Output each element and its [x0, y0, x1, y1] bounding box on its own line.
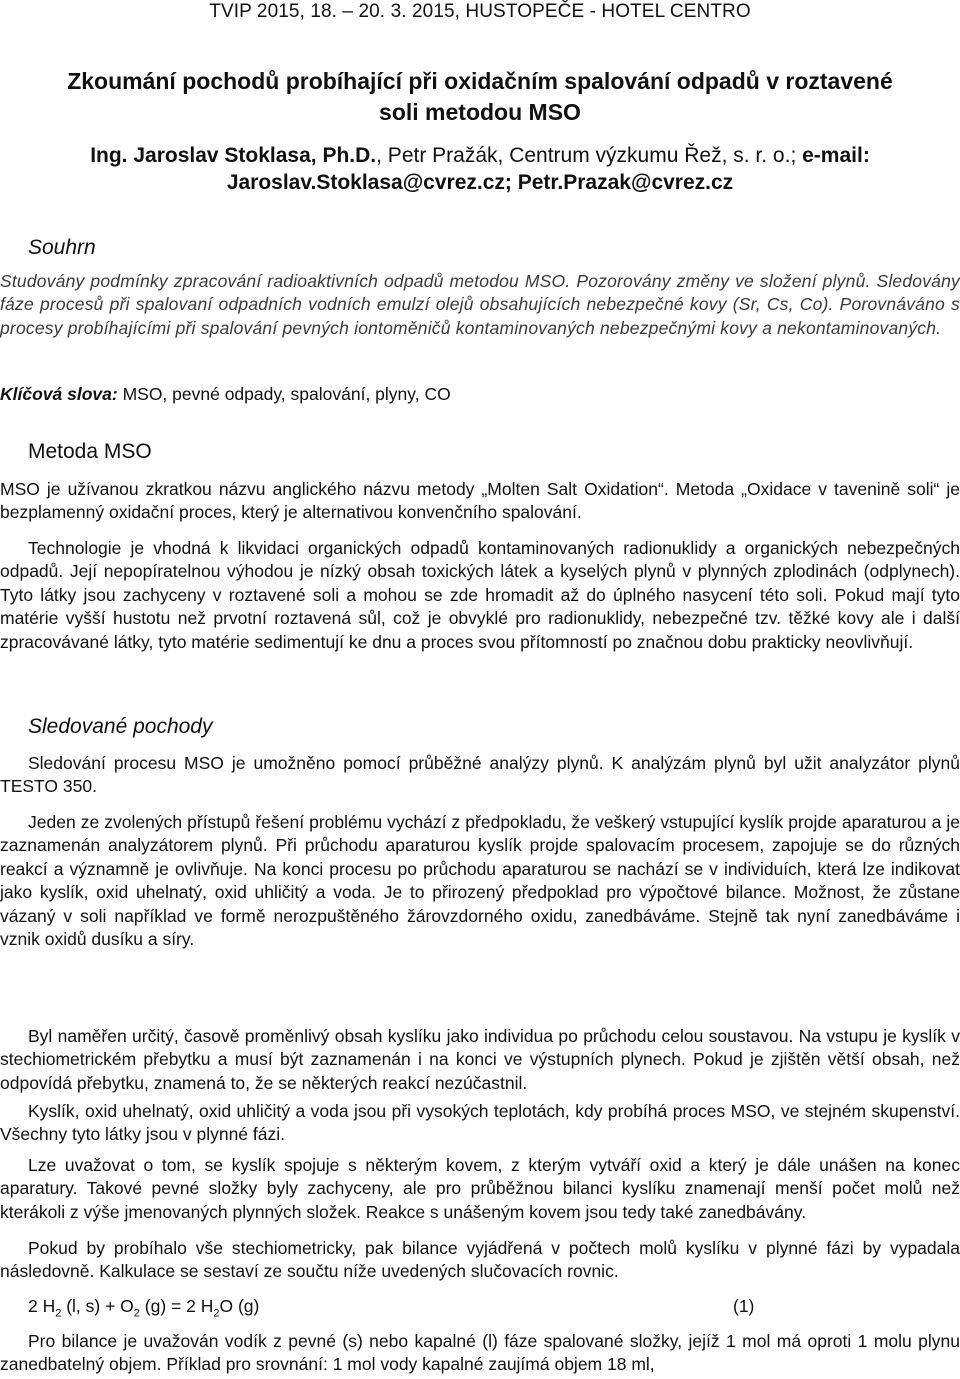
eq-subscript: 2	[55, 1307, 62, 1320]
eq-part: O (g)	[219, 1296, 260, 1316]
paragraph-processes-6: Pokud by probíhalo vše stechiometricky, pak bilance vyjádřená v počtech molů kyslíku v plynné fázi by vypadala následovně. Kalkulace se sestaví ze součtu níže uvedených slučovacích rovnic.	[0, 1238, 960, 1282]
eq-subscript: 2	[213, 1307, 220, 1320]
running-head: TVIP 2015, 18. – 20. 3. 2015, HUSTOPEČE - HOTEL CENTRO	[209, 1, 751, 22]
paragraph-processes-5: Lze uvažovat o tom, se kyslík spojuje s některým kovem, z kterým vytváří oxid a který je dále unášen na konec aparatury. Takové pevné složky byly zachyceny, ale pro průběžnou bilanci kyslíku znamenají menší počet molů než kterákoli z výše jmenovaných plynných složek. Reakce s unášeným kovem jsou tedy také zanedbávány.	[0, 1155, 960, 1222]
paragraph-processes-3: Byl naměřen určitý, časově proměnlivý obsah kyslíku jako individua po průchodu celou soustavou. Na vstupu je kyslík v stechiometrickém přebytku a musí být zaznamenán i na konci ve výstupních plynech. Pokud je zjištěn větší obsah, než odpovídá přebytku, znamená to, že se některých reakcí nezúčastnil.	[0, 1026, 960, 1093]
paragraph-mso-1: MSO je užívanou zkratkou názvu anglického názvu metody „Molten Salt Oxidation“. Metoda „Oxidace v tavenině soli“ je bezplamenný oxidační proces, který je alternativou konvenčního spalování.	[0, 479, 960, 523]
abstract-text: Studovány podmínky zpracování radioaktivních odpadů metodou MSO. Pozorovány změny ve složení plynů. Sledovány fáze procesů při spalovaní odpadních vodních emulzí olejů obsahujících nebezpečné kovy (Sr, Cs, Co). Porovnáváno s procesy probíhajícími při spalování pevných iontoměničů kontaminovaných nebezpečnými kovy a nekontaminovaných.	[0, 271, 960, 338]
author-secondary: , Petr Pražák	[376, 144, 498, 167]
paragraph-processes-2: Jeden ze zvolených přístupů řešení problému vychází z předpokladu, že veškerý vstupující kyslík projde aparaturou a je zaznamenán analyzátorem plynů. Při průchodu aparaturou kyslík projde spalovacím procesem, zapojuje se do různých reakcí a významně je ovlivňuje. Na konci procesu po průchodu aparaturou se nachází se v individuích, která lze indikovat jako kyslík, oxid uhelnatý, oxid uhličitý a voda. Je to přirozený předpoklad pro výpočtové bilance. Možnost, že zůstane vázaný v soli například ve formě nerozpuštěného žárovzdorného oxidu, zanedbáváme. Stejně tak nyní zanedbáváme i vznik oxidů dusíku a síry.	[0, 812, 960, 950]
paragraph-processes-4: Kyslík, oxid uhelnatý, oxid uhličitý a voda jsou při vysokých teplotách, kdy probíhá proces MSO, ve stejném skupenství. Všechny tyto látky jsou v plynné fázi.	[0, 1101, 960, 1145]
paragraph-processes-7: Pro bilance je uvažován vodík z pevné (s) nebo kapalné (l) fáze spalované složky, jejíž 1 mol má oproti 1 molu plynu zanedbatelný objem. Příklad pro srovnání: 1 mol vody kapalné zaujímá objem 18 ml,	[0, 1331, 960, 1375]
eq-part: 2 H	[28, 1296, 56, 1316]
authors	[0, 142, 960, 196]
email-label: e-mail:	[802, 144, 870, 167]
equation-1	[28, 1296, 259, 1320]
paragraph-processes-1: Sledování procesu MSO je umožněno pomocí průběžné analýzy plynů. K analýzám plynů byl užit analyzátor plynů TESTO 350.	[0, 753, 960, 797]
keywords	[0, 382, 451, 406]
authors-line-1	[0, 142, 960, 169]
affiliation: , Centrum výzkumu Řež, s. r. o.;	[497, 144, 803, 167]
keywords-label: Klíčová slova:	[0, 384, 118, 404]
abstract-heading: Souhrn	[28, 236, 96, 259]
title-line-1: Zkoumání pochodů probíhající při oxidačním spalování odpadů v roztavené	[67, 68, 893, 94]
equation-number: (1)	[733, 1296, 755, 1316]
keywords-text: MSO, pevné odpady, spalování, plyny, CO	[117, 384, 451, 404]
section-heading-mso: Metoda MSO	[28, 440, 152, 463]
eq-part: (g) = 2 H	[139, 1296, 214, 1316]
eq-subscript: 2	[133, 1307, 140, 1320]
author-primary: Ing. Jaroslav Stoklasa, Ph.D.	[90, 144, 377, 167]
title-line-2: soli metodou MSO	[379, 99, 581, 125]
eq-part: (l, s) + O	[61, 1296, 134, 1316]
article-title	[0, 66, 960, 128]
email-addresses[interactable]: Jaroslav.Stoklasa@cvrez.cz; Petr.Prazak@cvrez.cz	[226, 171, 734, 194]
paragraph-mso-2: Technologie je vhodná k likvidaci organických odpadů kontaminovaných radionuklidy a organických nebezpečných odpadů. Její nepopíratelnou výhodou je nízký obsah toxických látek a kyselých plynů v plynných zplodinách (odplynech). Tyto látky jsou zachyceny v roztavené soli a mohou se zde hromadit až do úplného nasycení této soli. Pokud mají tyto matérie vyšší hustotu než prvotní roztavená sůl, což je obvyklé pro radionuklidy, nebezpečné tzv. těžké kovy ale i další zpracovávané látky, tyto matérie sedimentují ke dnu a proces svou přítomností po značnou dobu prakticky neovlivňují.	[0, 538, 960, 652]
section-heading-processes: Sledované pochody	[28, 715, 213, 738]
